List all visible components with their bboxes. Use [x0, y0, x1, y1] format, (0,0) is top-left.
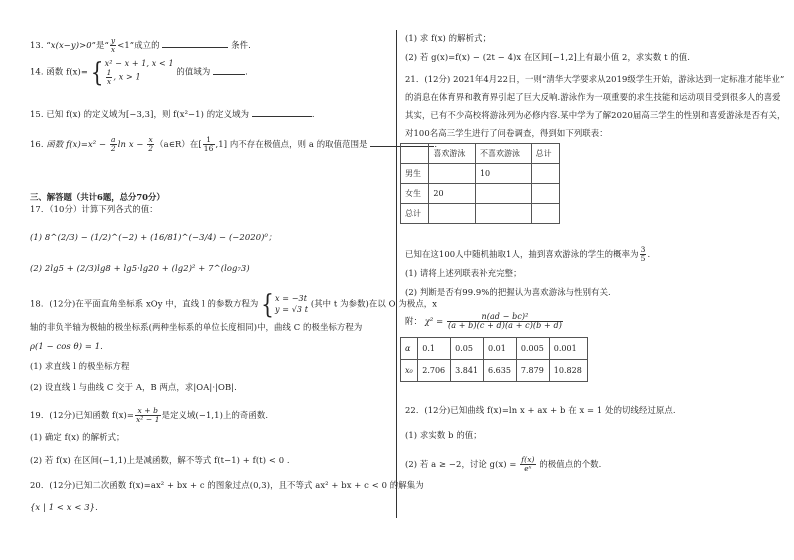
- table-cell: 6.635: [484, 360, 517, 382]
- brace-glyph: {: [261, 288, 274, 320]
- q13-tail: 条件.: [231, 40, 251, 50]
- q18-line-3: ρ(1 − cos θ) = 1.: [30, 341, 103, 351]
- table-cell: 0.05: [451, 338, 484, 360]
- table-cell: 女生: [401, 184, 429, 204]
- q21-line-3: 其实，已有不少高校将游泳列为必修内容.某中学为了解2020届高三学生的性别和喜爱游泳是否有关，: [405, 110, 786, 120]
- q18-parametric-system: x = −3t y = √3 t: [275, 294, 309, 314]
- q22-line-1: 22．(12分)已知曲线 f(x)=ln x + ax + b 在 x = 1 处的切线经过原点.: [405, 405, 676, 415]
- section-heading-3: 三、解答题（共计6题，总分70分）: [30, 192, 165, 202]
- q17-title: 17．（10分）计算下列各式的值：: [30, 204, 158, 214]
- contingency-table: [400, 143, 560, 224]
- q21-probability-line: 已知在这100人中随机抽取1人，抽到喜欢游泳的学生的概率为 $\frac{3}{5}$ .: [405, 245, 651, 263]
- question-15: 15. 已知 f(x) 的定义域为[−3,3]，则 f(x²−1) 的定义域为 .: [30, 109, 315, 119]
- table-cell: 7.879: [516, 360, 549, 382]
- q20-line-1: 20．(12分)已知二次函数 f(x)=ax² + bx + c 的图象过点(0,3)，且不等式 ax² + bx + c < 0 的解集为: [30, 480, 424, 490]
- table-cell: α: [401, 338, 418, 360]
- q18-line-1: 18．(12分)在平面直角坐标系 xOy 中，直线 l 的参数方程为 {x = −3t y = √3 t (其中 t 为参数)在以 O 为极点，x: [30, 288, 438, 320]
- table-header-cell: 喜欢游泳: [429, 144, 476, 164]
- q19-fraction: $\frac{x + b}{\text{x² − 1}}$: [135, 406, 160, 424]
- q19-line-1: 19．(12分)已知函数 f(x)= $\frac{x + b}{\text{x² − 1}}$ 是定义域(−1,1)上的奇函数.: [30, 406, 269, 424]
- q13-fraction: $\frac{y}{x}$: [110, 36, 116, 54]
- q13-quote: “: [46, 40, 51, 50]
- q15-answer-blank[interactable]: [252, 108, 312, 117]
- table-cell: 10: [475, 164, 531, 184]
- q14-tail: 的值域为: [176, 66, 211, 77]
- q15-text: 已知 f(x) 的定义域为[−3,3]，则 f(x²−1) 的定义域为: [46, 109, 250, 119]
- table-cell: [531, 184, 559, 204]
- table-cell: [475, 204, 531, 224]
- q17-part-1: (1) 8^(2/3) − (1/2)^(−2) + (16/81)^(−3/4) − (−2020)⁰；: [30, 232, 277, 242]
- table-cell: 总计: [401, 204, 429, 224]
- q18-part-1: (1) 求直线 l 的极坐标方程: [30, 361, 130, 371]
- table-cell: 0.01: [484, 338, 517, 360]
- q13-condition-2: <1”成立的: [117, 40, 160, 50]
- q16-text-1: 函数 f(x)=x² −: [46, 139, 109, 149]
- q21-line-4: 对100名高三学生进行了问卷调查，得到如下列联表：: [405, 128, 608, 138]
- table-cell: x₀: [401, 360, 418, 382]
- q14-answer-blank[interactable]: [213, 66, 245, 75]
- q21-line-1: 21．(12分) 2021年4月22日，一则“清华大学要求从2019级学生开始，游泳达到一定标准才能毕业”: [405, 74, 785, 84]
- table-cell: [531, 204, 559, 224]
- table-row: [401, 204, 560, 224]
- formula-fraction: $\frac{\text{n(ad − bc)²}}{(a + b)(c + d)(a + c)(b + d)}$: [448, 312, 562, 330]
- q13-answer-blank[interactable]: [162, 39, 228, 48]
- q16-text-4: ,1] 内不存在极值点，则 a 的取值范围是: [215, 139, 368, 149]
- critical-value-table: [400, 337, 588, 382]
- table-cell: 2.706: [418, 360, 451, 382]
- q13-number: 13.: [30, 40, 44, 50]
- q21-line-2: 的消息在体育界和教育界引起了巨大反响.游泳作为一项重要的求生技能和运动项目受到很多人的喜爱: [405, 92, 781, 102]
- formula-lhs: χ² =: [424, 316, 444, 326]
- table-header-cell: [401, 144, 429, 164]
- q19-part-2: (2) 若 f(x) 在区间(−1,1)上是减函数，解不等式 f(t−1) + f(t) < 0 .: [30, 455, 290, 465]
- table-cell: [429, 204, 476, 224]
- question-14: 14. 函数 f(x)= {x² − x + 1, x < 1 $\frac{1}{x}$ , x > 1 的值域为 .: [30, 56, 248, 88]
- q22-fraction: $\frac{f(x)}{\text{eˣ}}$: [521, 455, 535, 473]
- q22-part-2: (2) 若 a ≥ −2，讨论 g(x) = $\frac{f(x)}{\text{eˣ}}$ 的极值点的个数.: [405, 455, 602, 473]
- q19-part-1: (1) 确定 f(x) 的解析式；: [30, 432, 125, 442]
- table-cell: [429, 164, 476, 184]
- column-divider: [396, 30, 397, 518]
- table-row: [401, 338, 588, 360]
- q20-part-1: (1) 求 f(x) 的解析式；: [405, 33, 492, 43]
- q21-part-1: (1) 请将上述列联表补充完整；: [405, 268, 522, 278]
- brace-glyph: {: [90, 56, 104, 88]
- table-row: [401, 164, 560, 184]
- table-header-cell: 总计: [531, 144, 559, 164]
- q18-line-2: 轴的非负半轴为极轴的极坐标系(两种坐标系的单位长度相同)中，曲线 C 的极坐标方程为: [30, 322, 363, 332]
- q18-part-2: (2) 设直线 l 与曲线 C 交于 A，B 两点，求|OA|·|OB|.: [30, 382, 237, 392]
- table-cell: [531, 164, 559, 184]
- table-row: [401, 184, 560, 204]
- q21-formula: [405, 313, 564, 330]
- table-cell: 0.001: [549, 338, 587, 360]
- q22-part-1: (1) 求实数 b 的值；: [405, 430, 482, 440]
- q21-part-2: (2) 判断是否有99.9%的把握认为喜欢游泳与性别有关.: [405, 287, 611, 297]
- q17-part-2: (2) 2lg5 + (2/3)lg8 + lg5·lg20 + (lg2)² + 7^(log₇3): [30, 263, 250, 273]
- table-cell: 0.005: [516, 338, 549, 360]
- formula-label: 附：: [405, 316, 422, 326]
- table-header-cell: 不喜欢游泳: [475, 144, 531, 164]
- table-cell: 0.1: [418, 338, 451, 360]
- q13-mid: ”是“: [91, 40, 109, 50]
- q20-line-2: {x | 1 < x < 3}.: [30, 502, 98, 512]
- table-cell: 10.828: [549, 360, 587, 382]
- question-13: [30, 37, 251, 54]
- q16-number: 16.: [30, 139, 44, 149]
- q13-condition-1: x(x−y)>0: [50, 40, 92, 50]
- q20-part-2: (2) 若 g(x)=f(x) − (2t − 4)x 在区间[−1,2]上有最小值 2，求实数 t 的值.: [405, 52, 691, 62]
- q21-probability-fraction: $\frac{3}{5}$: [640, 245, 646, 263]
- q16-text-2: ln x −: [117, 139, 147, 149]
- q14-piecewise: x² − x + 1, x < 1 $\frac{1}{x}$ , x > 1: [104, 59, 174, 86]
- table-row: [401, 360, 588, 382]
- table-cell: 3.841: [451, 360, 484, 382]
- q15-number: 15.: [30, 109, 44, 119]
- table-cell: [475, 184, 531, 204]
- table-cell: 男生: [401, 164, 429, 184]
- table-cell: 20: [429, 184, 476, 204]
- q16-text-3: （a∈R）在[: [155, 139, 202, 149]
- q14-text: 函数 f(x)=: [46, 66, 88, 77]
- question-16: 16. 函数 f(x)=x² − $\frac{a}{2}$ ln x − $\frac{x}{2}$ （a∈R）在[ $\frac{1}{16}$ ,1] 内不存在极值点，则 a 的取值范围是 .: [30, 135, 438, 153]
- q14-number: 14.: [30, 66, 44, 77]
- table-header-row: [401, 144, 560, 164]
